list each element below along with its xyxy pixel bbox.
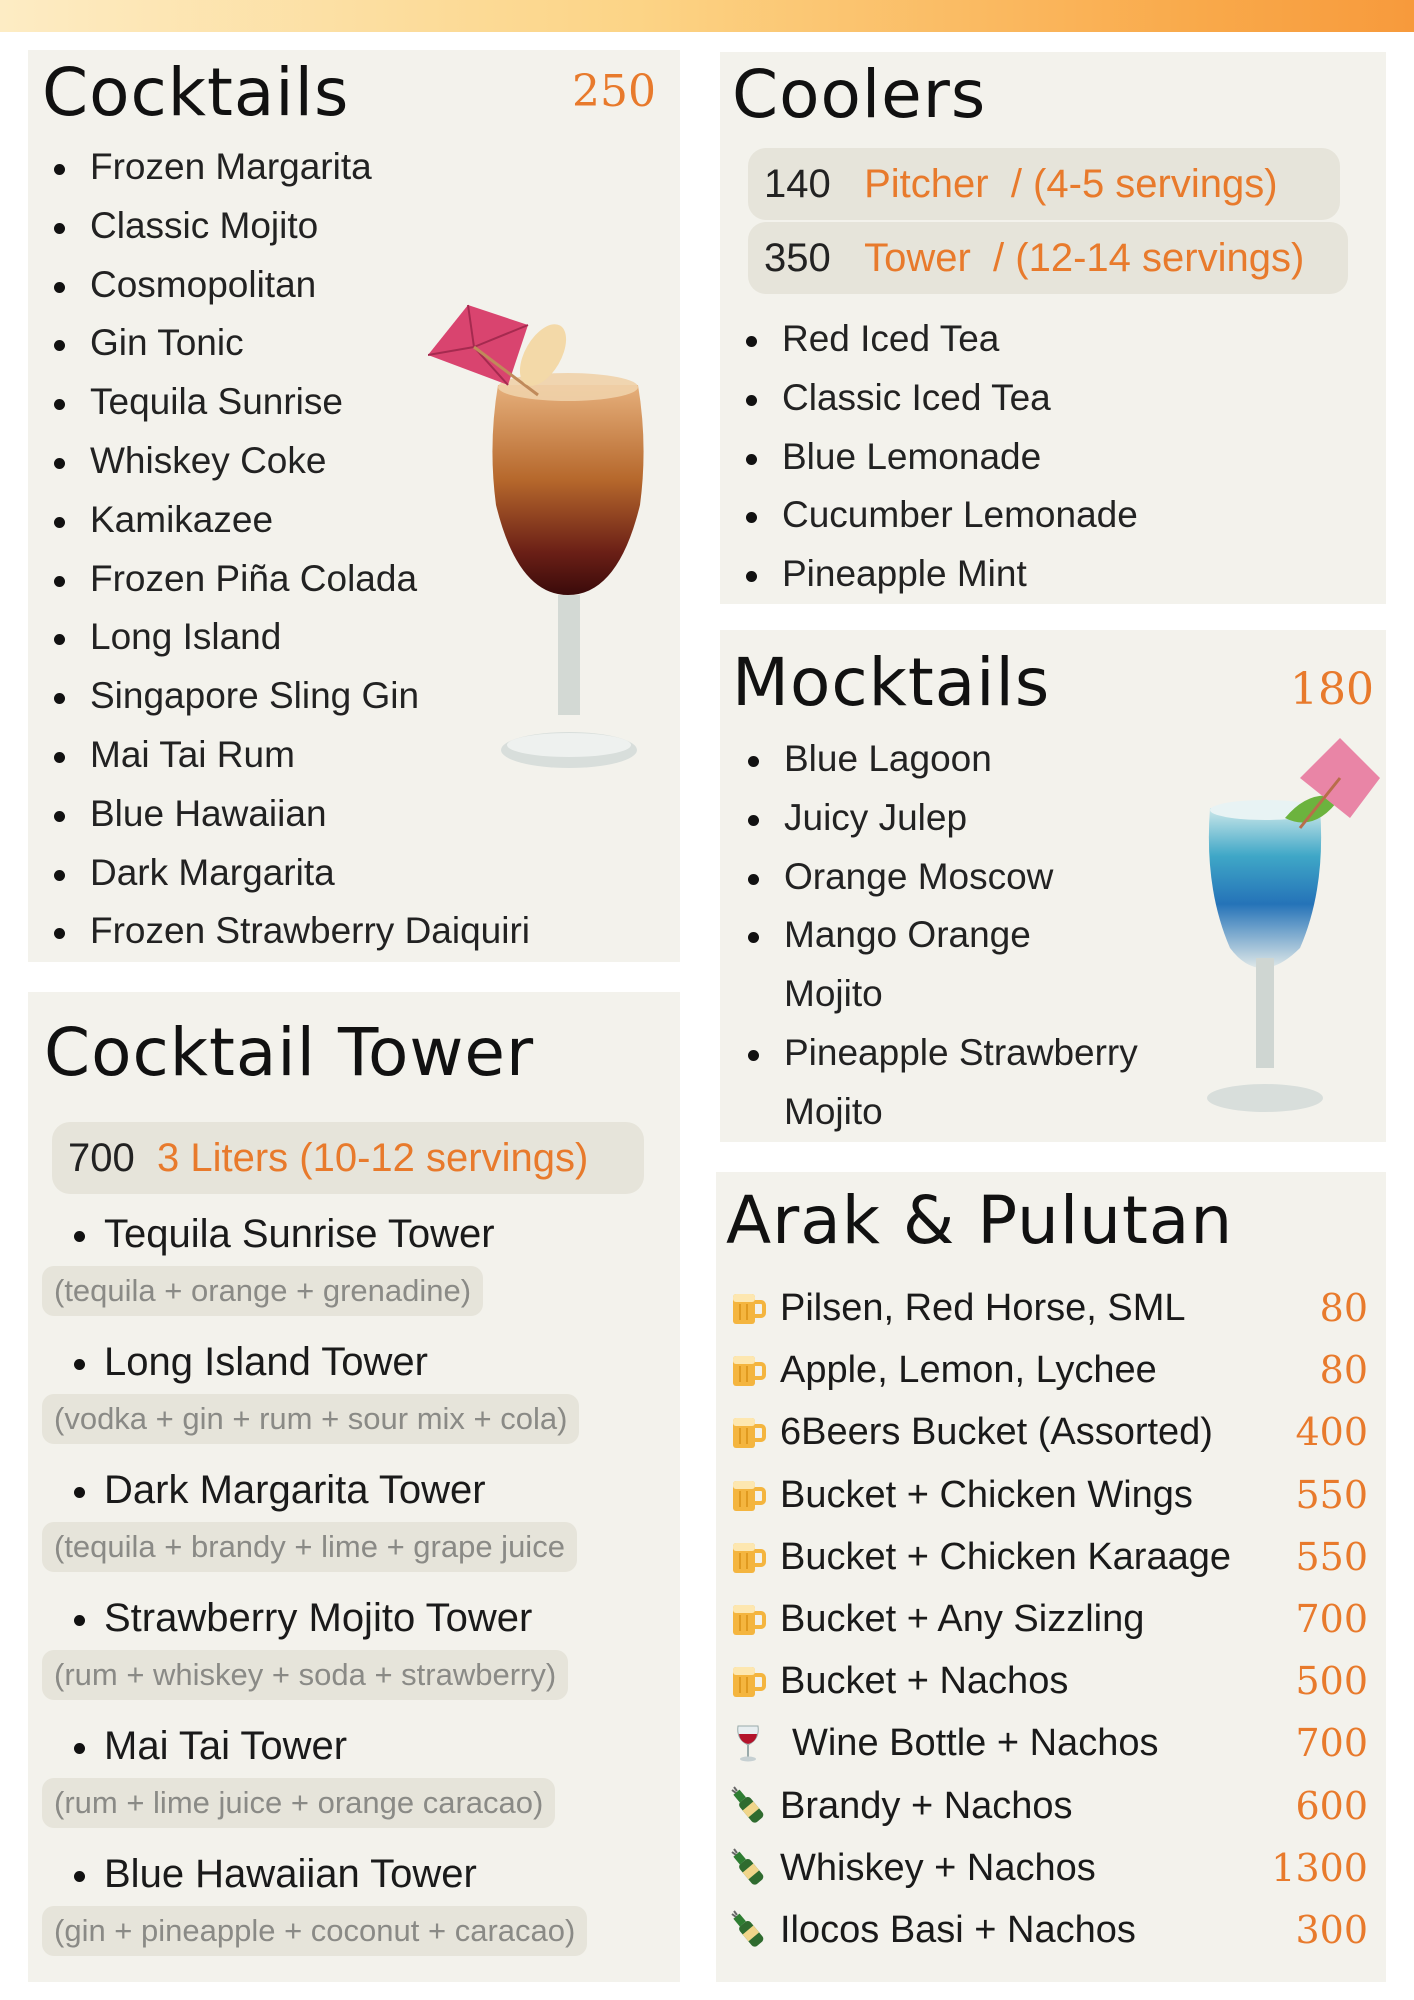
mocktail-item: Mojito xyxy=(784,973,883,1015)
arak-row xyxy=(716,1842,1386,1894)
cocktail-item: Dark Margarita xyxy=(50,844,530,903)
cooler-option-size: Pitcher xyxy=(864,162,989,206)
arak-item-name: Apple, Lemon, Lychee xyxy=(780,1349,1157,1392)
mocktail-glass-image xyxy=(1190,738,1380,1138)
arak-pulutan-title: Arak & Pulutan xyxy=(726,1182,1234,1259)
mocktails-panel xyxy=(720,630,1386,1142)
arak-item-name: Pilsen, Red Horse, SML xyxy=(780,1287,1186,1329)
mocktails-title: Mocktails xyxy=(732,644,1051,721)
mocktails-price: 180 xyxy=(1290,664,1374,715)
cocktail-item: Blue Hawaiian xyxy=(50,785,530,844)
arak-item-name: Bucket + Chicken Karaage xyxy=(780,1535,1231,1578)
arak-item-price: 550 xyxy=(1295,1534,1368,1579)
arak-item-price: 550 xyxy=(1295,1472,1368,1517)
mocktails-list xyxy=(744,730,1138,1142)
beer-mug-icon xyxy=(730,1537,766,1577)
cooler-option-size: Tower xyxy=(864,236,971,280)
cooler-option-pill xyxy=(748,148,1340,220)
arak-item-name: Wine Bottle + Nachos xyxy=(792,1722,1159,1765)
cocktail-item: Cosmopolitan xyxy=(50,256,530,315)
cocktail-item: Classic Mojito xyxy=(50,197,530,256)
arak-row xyxy=(716,1282,1386,1334)
tower-list xyxy=(28,992,680,1982)
tower-item-name: Long Island Tower xyxy=(104,1340,428,1384)
arak-row xyxy=(716,1717,1386,1769)
cooler-option-servings: / (4-5 servings) xyxy=(1010,162,1278,206)
cooler-item: Cucumber Lemonade xyxy=(742,486,1138,545)
beer-mug-icon xyxy=(730,1599,766,1639)
beer-mug-icon xyxy=(730,1661,766,1701)
mocktail-item: Mango Orange xyxy=(744,906,1138,965)
tower-item-name: Tequila Sunrise Tower xyxy=(104,1212,495,1256)
arak-item-name: Ilocos Basi + Nachos xyxy=(780,1909,1136,1951)
cocktail-item: Gin Tonic xyxy=(50,314,530,373)
arak-row xyxy=(716,1406,1386,1458)
cocktail-glass-image xyxy=(428,295,688,775)
cocktail-tower-title: Cocktail Tower xyxy=(44,1014,535,1091)
tower-item-name: Blue Hawaiian Tower xyxy=(104,1852,477,1896)
arak-row xyxy=(716,1344,1386,1396)
cocktail-item: Kamikazee xyxy=(50,491,530,550)
arak-item-name: Bucket + Nachos xyxy=(780,1660,1069,1703)
tower-item-ingredients: (rum + lime juice + orange caracao) xyxy=(42,1778,555,1828)
beer-mug-icon xyxy=(730,1475,766,1515)
mocktail-item: Blue Lagoon xyxy=(744,730,1138,789)
arak-item-name: Whiskey + Nachos xyxy=(780,1846,1096,1889)
bottle-icon xyxy=(730,1848,766,1888)
tower-item-ingredients: (vodka + gin + rum + sour mix + cola) xyxy=(42,1394,579,1444)
cooler-option-pill xyxy=(748,222,1348,294)
cooler-item: Blue Lemonade xyxy=(742,428,1138,487)
tower-item-name: Mai Tai Tower xyxy=(104,1724,348,1768)
arak-item-price: 400 xyxy=(1295,1410,1368,1455)
cocktails-panel xyxy=(28,50,680,962)
tower-size: 3 Liters (10-12 servings) xyxy=(156,1136,589,1180)
arak-item-name: Bucket + Chicken Wings xyxy=(780,1473,1193,1516)
arak-item-price: 700 xyxy=(1295,1597,1368,1641)
arak-row xyxy=(716,1655,1386,1707)
cocktail-item: Singapore Sling Gin xyxy=(50,667,530,726)
mocktail-item: Orange Moscow xyxy=(744,848,1138,907)
arak-item-price: 700 xyxy=(1295,1721,1368,1766)
cocktail-item: Tequila Sunrise xyxy=(50,373,530,432)
top-gradient-bar xyxy=(0,0,1414,32)
arak-pulutan-panel xyxy=(716,1172,1386,1982)
mocktail-item: Pineapple Strawberry xyxy=(744,1024,1138,1083)
arak-row xyxy=(716,1904,1386,1956)
cooler-option-price: 140 xyxy=(764,162,831,206)
cocktail-item: Mai Tai Rum xyxy=(50,726,530,785)
arak-item-price: 300 xyxy=(1295,1908,1368,1952)
cocktails-title: Cocktails xyxy=(42,54,350,131)
cooler-option-price: 350 xyxy=(764,236,831,280)
cocktail-item: Frozen Margarita xyxy=(50,138,530,197)
cooler-option-servings: / (12-14 servings) xyxy=(993,236,1305,280)
bottle-icon xyxy=(730,1910,766,1950)
cooler-item: Classic Iced Tea xyxy=(742,369,1138,428)
mocktail-item: Mojito xyxy=(784,1090,883,1132)
cocktail-item: Long Island xyxy=(50,608,530,667)
tower-item-name: Dark Margarita Tower xyxy=(104,1468,486,1512)
tower-item-ingredients: (rum + whiskey + soda + strawberry) xyxy=(42,1650,568,1700)
arak-row xyxy=(716,1593,1386,1645)
wine-glass-icon xyxy=(730,1723,766,1763)
mocktail-item: Juicy Julep xyxy=(744,789,1138,848)
coolers-title: Coolers xyxy=(732,56,987,133)
cocktail-item: Frozen Strawberry Daiquiri xyxy=(50,902,530,961)
cocktail-item: Whiskey Coke xyxy=(50,432,530,491)
arak-item-name: Bucket + Any Sizzling xyxy=(780,1598,1145,1640)
tower-item-ingredients: (tequila + orange + grenadine) xyxy=(42,1266,483,1316)
cooler-item: Pineapple Mint xyxy=(742,545,1138,604)
tower-item-name: Strawberry Mojito Tower xyxy=(104,1596,533,1640)
beer-mug-icon xyxy=(730,1412,766,1452)
arak-row xyxy=(716,1780,1386,1832)
coolers-list xyxy=(742,310,1138,604)
cocktail-tower-panel xyxy=(28,992,680,1982)
arak-row xyxy=(716,1531,1386,1583)
arak-item-price: 600 xyxy=(1295,1783,1368,1828)
arak-item-price: 500 xyxy=(1295,1659,1368,1704)
tower-price: 700 xyxy=(68,1136,135,1180)
arak-item-price: 1300 xyxy=(1271,1845,1368,1890)
arak-item-name: Brandy + Nachos xyxy=(780,1784,1073,1827)
beer-mug-icon xyxy=(730,1350,766,1390)
cocktails-price: 250 xyxy=(572,66,656,117)
cooler-item: Red Iced Tea xyxy=(742,310,1138,369)
arak-item-price: 80 xyxy=(1319,1286,1368,1330)
arak-row xyxy=(716,1469,1386,1521)
tower-item-ingredients: (tequila + brandy + lime + grape juice xyxy=(42,1522,577,1572)
tower-item-ingredients: (gin + pineapple + coconut + caracao) xyxy=(42,1906,587,1956)
coolers-panel xyxy=(720,52,1386,604)
arak-item-name: 6Beers Bucket (Assorted) xyxy=(780,1411,1213,1454)
cocktail-item: Frozen Piña Colada xyxy=(50,550,530,609)
arak-item-price: 80 xyxy=(1319,1348,1368,1393)
beer-mug-icon xyxy=(730,1288,766,1328)
bottle-icon xyxy=(730,1786,766,1826)
